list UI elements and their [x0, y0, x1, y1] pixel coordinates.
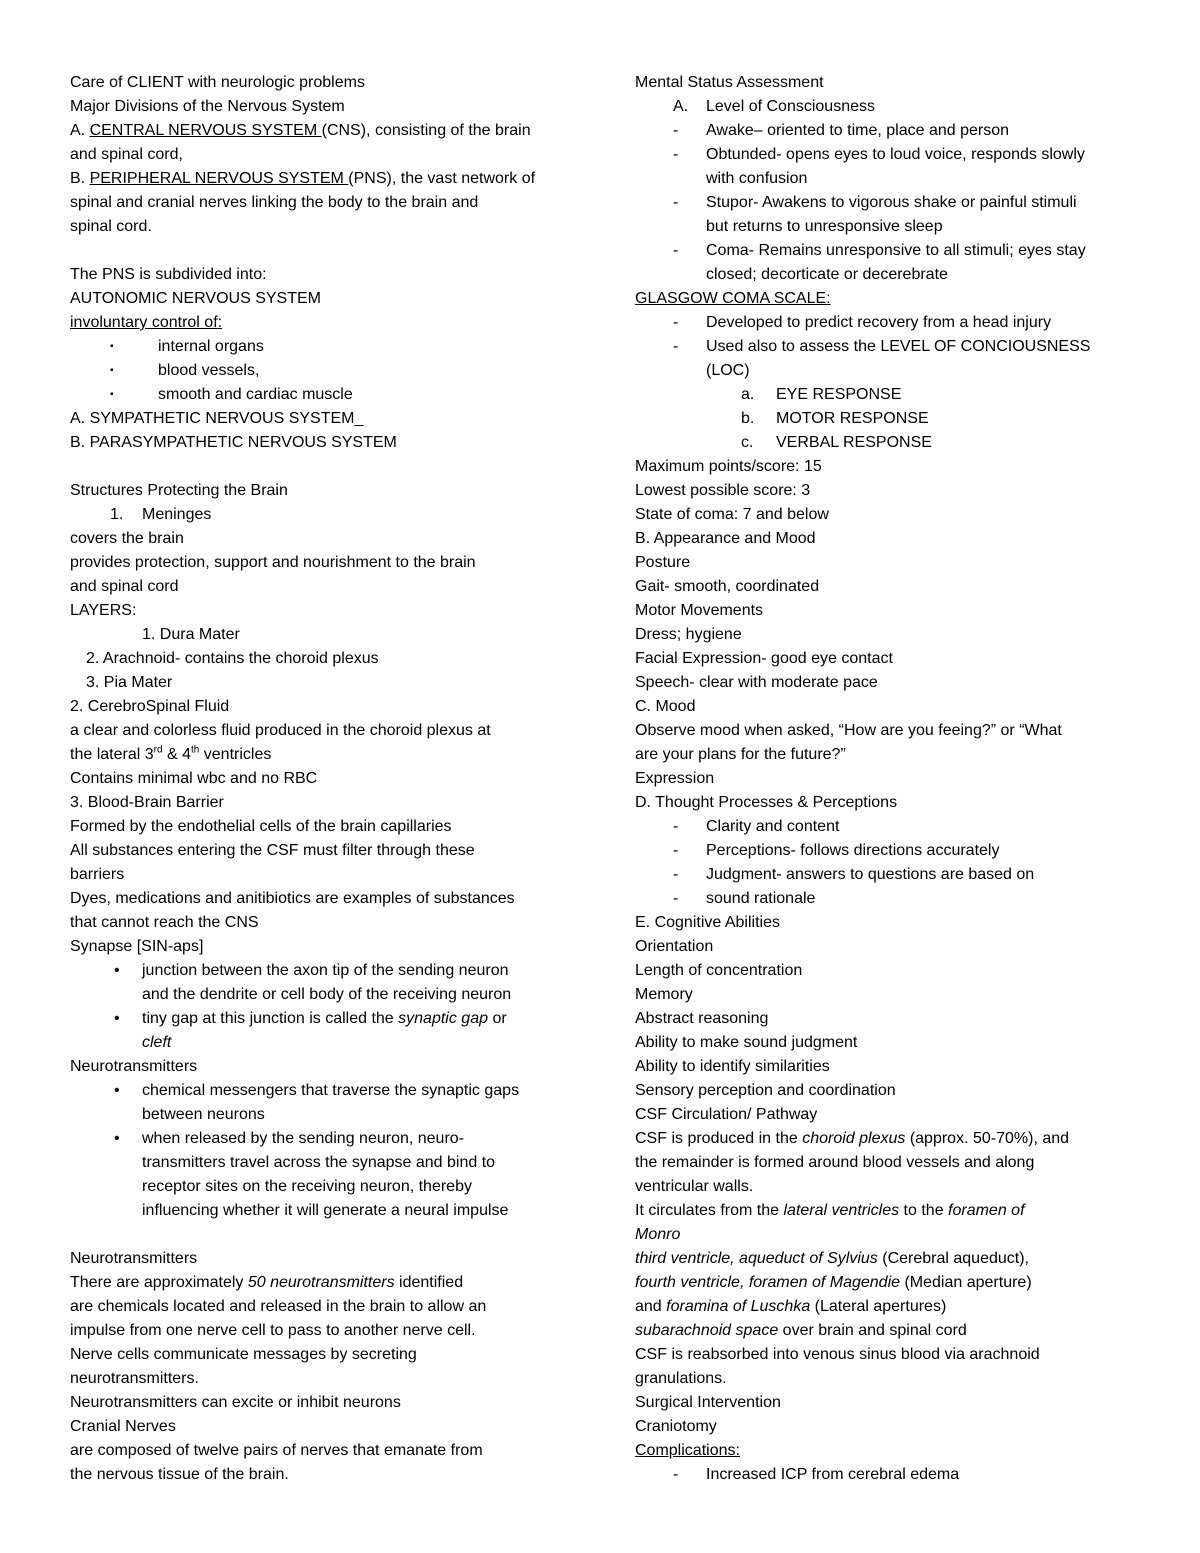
- list-item: ▪ smooth and cardiac muscle: [70, 383, 570, 407]
- text-line: Lowest possible score: 3: [635, 482, 811, 499]
- pns-line: B. PERIPHERAL NERVOUS SYSTEM (PNS), the vast network of: [70, 170, 536, 187]
- gcs-heading: GLASGOW COMA SCALE:: [635, 290, 831, 307]
- text-line: Gait- smooth, coordinated: [635, 578, 820, 595]
- text-line: Dress; hygiene: [635, 626, 742, 643]
- list-item: - Awake– oriented to time, place and person: [635, 119, 1145, 143]
- gcs-response-item: c. VERBAL RESPONSE: [741, 434, 932, 451]
- divisions-heading: Major Divisions of the Nervous System: [70, 98, 345, 115]
- parasympathetic-heading: B. PARASYMPATHETIC NERVOUS SYSTEM: [70, 434, 397, 451]
- list-item: • junction between the axon tip of the sending neuron: [70, 959, 570, 983]
- square-bullet-icon: ▪: [110, 341, 114, 352]
- text-line: Ability to make sound judgment: [635, 1034, 858, 1051]
- synapse-heading: Synapse [SIN-aps]: [70, 938, 204, 955]
- text-line: a clear and colorless fluid produced in the choroid plexus at: [70, 722, 491, 739]
- list-item: - Judgment- answers to questions are based on: [635, 863, 1145, 887]
- layers-heading: LAYERS:: [70, 602, 137, 619]
- gcs-response-item: a. EYE RESPONSE: [741, 386, 902, 403]
- pns-line-3: spinal cord.: [70, 218, 152, 235]
- text-line: Neurotransmitters can excite or inhibit neurons: [70, 1394, 401, 1411]
- left-column: [70, 71, 570, 1487]
- dash-bullet-icon: -: [673, 1466, 679, 1483]
- csf-circulation-heading: CSF Circulation/ Pathway: [635, 1106, 818, 1123]
- bullet-icon: •: [114, 1130, 120, 1147]
- dash-bullet-icon: -: [673, 242, 679, 259]
- text-line: Expression: [635, 770, 715, 787]
- text-line: There are approximately 50 neurotransmitters identified: [70, 1274, 464, 1291]
- dash-bullet-icon: -: [673, 314, 679, 331]
- text-line: and spinal cord: [70, 578, 179, 595]
- text-line: Dyes, medications and anitibiotics are examples of substances: [70, 890, 515, 907]
- list-item-cont: cleft: [142, 1034, 172, 1051]
- list-item: - Increased ICP from cerebral edema: [635, 1463, 1145, 1487]
- list-item: - Used also to assess the LEVEL OF CONCIOUSNESS: [635, 335, 1145, 359]
- text-line: third ventricle, aqueduct of Sylvius (Cerebral aqueduct),: [635, 1250, 1029, 1267]
- cognitive-heading: E. Cognitive Abilities: [635, 914, 780, 931]
- list-item: • when released by the sending neuron, neuro-: [70, 1127, 570, 1151]
- text-line: ventricular walls.: [635, 1178, 754, 1195]
- text-line: Observe mood when asked, “How are you feeing?” or “What: [635, 722, 1062, 739]
- list-item: - Perceptions- follows directions accurately: [635, 839, 1145, 863]
- text-line: CSF is reabsorbed into venous sinus blood via arachnoid: [635, 1346, 1040, 1363]
- text-line: Formed by the endothelial cells of the brain capillaries: [70, 818, 452, 835]
- complications-heading: Complications:: [635, 1442, 740, 1459]
- text-line: Abstract reasoning: [635, 1010, 769, 1027]
- text-line: are chemicals located and released in the brain to allow an: [70, 1298, 487, 1315]
- cns-line: A. CENTRAL NERVOUS SYSTEM (CNS), consisting of the brain: [70, 122, 531, 139]
- list-item-cont: with confusion: [706, 170, 808, 187]
- text-line: provides protection, support and nourishment to the brain: [70, 554, 476, 571]
- loc-heading: A. Level of Consciousness: [673, 98, 875, 115]
- list-item: - sound rationale: [635, 887, 1145, 911]
- text-line: impulse from one nerve cell to pass to another nerve cell.: [70, 1322, 476, 1339]
- list-item-cont: between neurons: [142, 1106, 265, 1123]
- gcs-response-item: b. MOTOR RESPONSE: [741, 410, 929, 427]
- square-bullet-icon: ▪: [110, 389, 114, 400]
- list-item: - Clarity and content: [635, 815, 1145, 839]
- text-line: Ability to identify similarities: [635, 1058, 830, 1075]
- text-line: Posture: [635, 554, 691, 571]
- dash-bullet-icon: -: [673, 122, 679, 139]
- text-line: State of coma: 7 and below: [635, 506, 829, 523]
- dash-bullet-icon: -: [673, 842, 679, 859]
- pns-subdivided: The PNS is subdivided into:: [70, 266, 267, 283]
- list-item-cont: (LOC): [706, 362, 750, 379]
- list-item-cont: and the dendrite or cell body of the receiving neuron: [142, 986, 512, 1003]
- dash-bullet-icon: -: [673, 866, 679, 883]
- list-item: ▪ blood vessels,: [70, 359, 570, 383]
- dash-bullet-icon: -: [673, 818, 679, 835]
- list-item: - Coma- Remains unresponsive to all stimuli; eyes stay: [635, 239, 1145, 263]
- ans-heading: AUTONOMIC NERVOUS SYSTEM: [70, 290, 321, 307]
- list-item: - Stupor- Awakens to vigorous shake or painful stimuli: [635, 191, 1145, 215]
- text-line: the remainder is formed around blood vessels and along: [635, 1154, 1035, 1171]
- involuntary-control: involuntary control of:: [70, 314, 223, 331]
- text-line: subarachnoid space over brain and spinal cord: [635, 1322, 967, 1339]
- cranial-nerves-heading: Cranial Nerves: [70, 1418, 176, 1435]
- text-line: the lateral 3rd & 4th ventricles: [70, 744, 272, 763]
- text-line: Orientation: [635, 938, 714, 955]
- text-line: barriers: [70, 866, 125, 883]
- dash-bullet-icon: -: [673, 338, 679, 355]
- bullet-icon: •: [114, 1010, 120, 1027]
- text-line: Maximum points/score: 15: [635, 458, 822, 475]
- list-item-cont: but returns to unresponsive sleep: [706, 218, 943, 235]
- layer-item: 1. Dura Mater: [142, 626, 240, 643]
- document-title: Care of CLIENT with neurologic problems: [70, 74, 365, 91]
- list-item: ▪ internal organs: [70, 335, 570, 359]
- list-item-cont: influencing whether it will generate a neural impulse: [142, 1202, 509, 1219]
- list-item-cont: receptor sites on the receiving neuron, thereby: [142, 1178, 472, 1195]
- text-line: Nerve cells communicate messages by secreting: [70, 1346, 417, 1363]
- text-line: Craniotomy: [635, 1418, 717, 1435]
- msa-heading: Mental Status Assessment: [635, 74, 824, 91]
- meninges-item: 1. Meninges: [110, 506, 212, 523]
- text-line: and foramina of Luschka (Lateral apertures): [635, 1298, 947, 1315]
- neurotransmitters-heading: Neurotransmitters: [70, 1058, 198, 1075]
- dash-bullet-icon: -: [673, 194, 679, 211]
- thought-heading: D. Thought Processes & Perceptions: [635, 794, 898, 811]
- mood-heading: C. Mood: [635, 698, 696, 715]
- layer-item: 2. Arachnoid- contains the choroid plexus: [86, 650, 379, 667]
- dash-bullet-icon: -: [673, 890, 679, 907]
- text-line: Length of concentration: [635, 962, 803, 979]
- bullet-icon: •: [114, 1082, 120, 1099]
- pns-term: PERIPHERAL NERVOUS SYSTEM: [89, 170, 349, 187]
- list-item: - Obtunded- opens eyes to loud voice, responds slowly: [635, 143, 1145, 167]
- right-column: [635, 71, 1145, 1487]
- text-line: Contains minimal wbc and no RBC: [70, 770, 318, 787]
- list-item: • chemical messengers that traverse the synaptic gaps: [70, 1079, 570, 1103]
- text-line: are your plans for the future?”: [635, 746, 846, 763]
- list-item-cont: closed; decorticate or decerebrate: [706, 266, 948, 283]
- cns-line-2: and spinal cord,: [70, 146, 183, 163]
- layer-item: 3. Pia Mater: [86, 674, 173, 691]
- pns-line-2: spinal and cranial nerves linking the body to the brain and: [70, 194, 479, 211]
- structures-heading: Structures Protecting the Brain: [70, 482, 288, 499]
- list-item-cont: transmitters travel across the synapse and bind to: [142, 1154, 496, 1171]
- square-bullet-icon: ▪: [110, 365, 114, 376]
- list-item: • tiny gap at this junction is called the synaptic gap or: [70, 1007, 570, 1031]
- text-line: the nervous tissue of the brain.: [70, 1466, 289, 1483]
- dash-bullet-icon: -: [673, 146, 679, 163]
- bullet-icon: •: [114, 962, 120, 979]
- text-line: are composed of twelve pairs of nerves that emanate from: [70, 1442, 483, 1459]
- cns-term: CENTRAL NERVOUS SYSTEM: [89, 122, 322, 139]
- text-line: Motor Movements: [635, 602, 764, 619]
- csf-heading: 2. CerebroSpinal Fluid: [70, 698, 230, 715]
- text-line: It circulates from the lateral ventricles to the foramen of: [635, 1202, 1025, 1219]
- text-line: Monro: [635, 1226, 681, 1243]
- neurotransmitters-heading-2: Neurotransmitters: [70, 1250, 198, 1267]
- bbb-heading: 3. Blood-Brain Barrier: [70, 794, 224, 811]
- text-line: Speech- clear with moderate pace: [635, 674, 878, 691]
- text-line: granulations.: [635, 1370, 727, 1387]
- text-line: CSF is produced in the choroid plexus (approx. 50-70%), and: [635, 1130, 1070, 1147]
- text-line: fourth ventricle, foramen of Magendie (Median aperture): [635, 1274, 1032, 1291]
- text-line: covers the brain: [70, 530, 184, 547]
- text-line: Memory: [635, 986, 693, 1003]
- sympathetic-heading: A. SYMPATHETIC NERVOUS SYSTEM_: [70, 410, 364, 427]
- text-line: Facial Expression- good eye contact: [635, 650, 893, 667]
- text-line: All substances entering the CSF must filter through these: [70, 842, 475, 859]
- text-line: Sensory perception and coordination: [635, 1082, 896, 1099]
- appearance-heading: B. Appearance and Mood: [635, 530, 816, 547]
- surgical-heading: Surgical Intervention: [635, 1394, 781, 1411]
- list-item: - Developed to predict recovery from a head injury: [635, 311, 1145, 335]
- text-line: neurotransmitters.: [70, 1370, 199, 1387]
- text-line: that cannot reach the CNS: [70, 914, 259, 931]
